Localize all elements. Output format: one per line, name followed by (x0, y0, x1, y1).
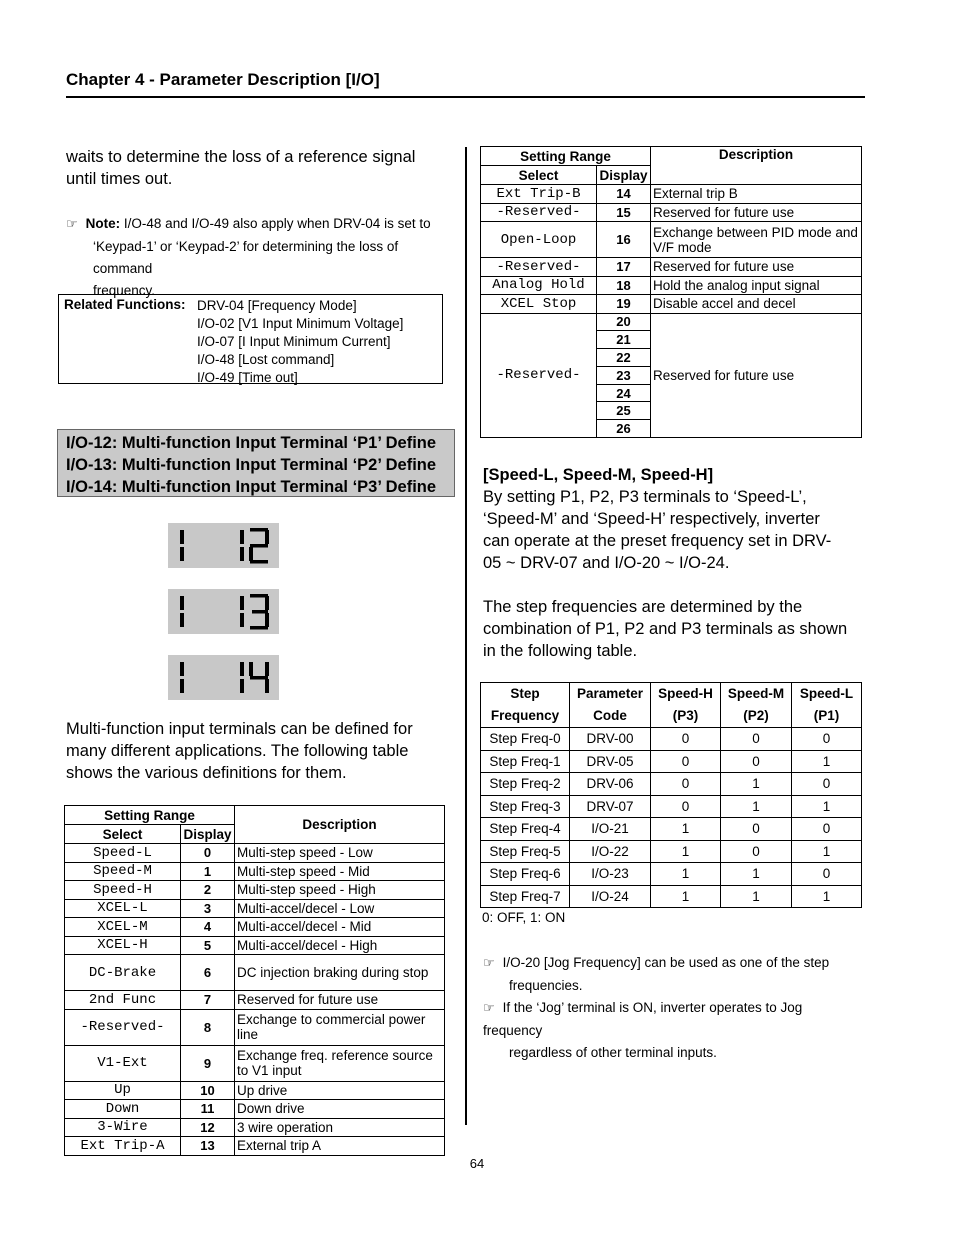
display-cell: 25 (597, 402, 651, 420)
table-cell: 0 (721, 728, 792, 751)
table-cell: Step Freq-4 (481, 818, 570, 841)
select-cell: Open-Loop (481, 222, 597, 258)
related-functions-list (197, 297, 403, 387)
table-cell: 0 (792, 863, 862, 886)
description-cell: Exchange to commercial power line (235, 1009, 445, 1045)
table-row (481, 773, 862, 796)
section-title: I/O-12: Multi-function Input Terminal ‘P1’ Define (66, 434, 437, 452)
column-divider (465, 147, 467, 1125)
select-cell: XCEL Stop (481, 295, 597, 314)
table-cell: 1 (792, 750, 862, 773)
related-function-item: I/O-07 [I Input Minimum Current] (197, 334, 391, 349)
paragraph-line: ‘Speed-M’ and ‘Speed-H’ respectively, inverter (483, 510, 820, 528)
table-row (481, 203, 862, 222)
table-cell: 0 (721, 818, 792, 841)
table-row (65, 936, 445, 955)
description-cell: External trip A (235, 1137, 445, 1156)
pointing-hand-icon: ☞ (483, 1001, 495, 1016)
table-cell: 1 (651, 885, 721, 908)
select-cell: -Reserved- (481, 313, 597, 438)
description-cell: Multi-accel/decel - Mid (235, 918, 445, 937)
description-cell: Multi-step speed - Mid (235, 862, 445, 881)
table-cell: 0 (651, 795, 721, 818)
table-cell: 0 (651, 728, 721, 751)
paragraph-line: many different applications. The following table (66, 742, 409, 760)
table-cell: 0 (792, 728, 862, 751)
table-cell: DRV-00 (570, 728, 651, 751)
table-cell: 1 (721, 885, 792, 908)
table-row (481, 185, 862, 204)
description-cell: Hold the analog input signal (651, 276, 862, 295)
paragraph-line: The step frequencies are determined by the (483, 598, 803, 616)
table-row (65, 1045, 445, 1081)
note-text: I/O-48 and I/O-49 also apply when DRV-04 is set to (123, 216, 431, 231)
table-row (481, 222, 862, 258)
paragraph-line: in the following table. (483, 642, 638, 660)
table-cell: Step Freq-2 (481, 773, 570, 796)
table-cell: Step Freq-5 (481, 840, 570, 863)
speed-section (483, 464, 863, 662)
paragraph-line: Multi-function input terminals can be defined for (66, 720, 413, 738)
intro-paragraph (66, 146, 415, 190)
speed-heading: [Speed-L, Speed-M, Speed-H] (483, 466, 714, 484)
select-cell: -Reserved- (481, 203, 597, 222)
select-cell: Speed-M (65, 862, 181, 881)
table-row (65, 1009, 445, 1045)
table-row (65, 1118, 445, 1137)
display-cell: 12 (181, 1118, 235, 1137)
select-header: Select (65, 825, 181, 844)
select-cell: Speed-H (65, 881, 181, 900)
table-cell: I/O-22 (570, 840, 651, 863)
display-cell: 9 (181, 1045, 235, 1081)
pointing-hand-icon: ☞ (66, 217, 78, 232)
display-cell: 2 (181, 881, 235, 900)
table-cell: 0 (651, 750, 721, 773)
table-row (481, 313, 862, 331)
table-cell: 1 (721, 863, 792, 886)
description-cell: Multi-accel/decel - Low (235, 899, 445, 918)
table-row (65, 1100, 445, 1119)
select-cell: XCEL-L (65, 899, 181, 918)
table-row (65, 899, 445, 918)
related-function-item: DRV-04 [Frequency Mode] (197, 298, 357, 313)
table-row (481, 295, 862, 314)
description-header: Description (651, 147, 862, 185)
table-row (481, 885, 862, 908)
description-cell: Multi-accel/decel - High (235, 936, 445, 955)
description-cell: DC injection braking during stop (235, 955, 445, 991)
table-row (65, 955, 445, 991)
select-cell: XCEL-M (65, 918, 181, 937)
table-cell: 0 (651, 773, 721, 796)
header-rule (66, 96, 865, 98)
table-cell: 0 (721, 750, 792, 773)
table-row (481, 863, 862, 886)
parameter-header: Parameter Code (570, 683, 651, 728)
display-cell: 1 (181, 862, 235, 881)
section-title-box (57, 429, 455, 497)
select-cell: Ext Trip-A (65, 1137, 181, 1156)
display-cell: 13 (181, 1137, 235, 1156)
display-cell: 26 (597, 420, 651, 438)
table-cell: 0 (792, 818, 862, 841)
lcd-display-io14 (168, 655, 279, 700)
seven-segment-icon (168, 655, 279, 700)
related-function-item: I/O-02 [V1 Input Minimum Voltage] (197, 316, 404, 331)
select-cell: Analog Hold (481, 276, 597, 295)
table-cell: 1 (792, 795, 862, 818)
display-cell: 19 (597, 295, 651, 314)
speed-l-header: Speed-L (P1) (792, 683, 862, 728)
table-row (481, 728, 862, 751)
description-cell: External trip B (651, 185, 862, 204)
table-row (65, 991, 445, 1010)
display-cell: 20 (597, 313, 651, 331)
table-cell: 1 (651, 818, 721, 841)
select-cell: Up (65, 1081, 181, 1100)
table-cell: 1 (651, 840, 721, 863)
display-cell: 3 (181, 899, 235, 918)
chapter-title: Chapter 4 - Parameter Description [I/O] (66, 70, 380, 89)
select-cell: Down (65, 1100, 181, 1119)
setting-range-header: Setting Range (65, 806, 235, 825)
select-cell: -Reserved- (65, 1009, 181, 1045)
intro-line: until times out. (66, 170, 173, 188)
lcd-display-io13 (168, 589, 279, 634)
paragraph-line: 05 ~ DRV-07 and I/O-20 ~ I/O-24. (483, 554, 730, 572)
table-row (65, 862, 445, 881)
section-title: I/O-14: Multi-function Input Terminal ‘P3’ Define (66, 478, 437, 496)
display-cell: 7 (181, 991, 235, 1010)
table-cell: 1 (721, 773, 792, 796)
display-header: Display (181, 825, 235, 844)
table-row (481, 258, 862, 277)
seven-segment-icon (168, 523, 279, 568)
table-cell: 0 (721, 840, 792, 863)
select-cell: V1-Ext (65, 1045, 181, 1081)
table-row (65, 1137, 445, 1156)
seven-segment-icon (168, 589, 279, 634)
step-table-body (481, 728, 862, 908)
note-text: If the ‘Jog’ terminal is ON, inverter operates to Jog frequency (483, 1000, 803, 1038)
description-cell: Multi-step speed - High (235, 881, 445, 900)
display-cell: 11 (181, 1100, 235, 1119)
speed-h-header: Speed-H (P3) (651, 683, 721, 728)
table-cell: 1 (792, 885, 862, 908)
table-cell: Step Freq-1 (481, 750, 570, 773)
description-cell: 3 wire operation (235, 1118, 445, 1137)
note-text: regardless of other terminal inputs. (509, 1045, 717, 1060)
paragraph-line: can operate at the preset frequency set in DRV- (483, 532, 832, 550)
table-cell: 1 (792, 840, 862, 863)
table-cell: 1 (651, 863, 721, 886)
display-cell: 23 (597, 366, 651, 384)
paragraph-line: combination of P1, P2 and P3 terminals as shown (483, 620, 848, 638)
speed-m-header: Speed-M (P2) (721, 683, 792, 728)
related-function-item: I/O-48 [Lost command] (197, 352, 335, 367)
related-function-item: I/O-49 [Time out] (197, 370, 298, 385)
table-row (481, 840, 862, 863)
page-number: 64 (469, 1156, 485, 1171)
display-cell: 17 (597, 258, 651, 277)
select-cell: Speed-L (65, 844, 181, 863)
lcd-display-io12 (168, 523, 279, 568)
display-cell: 16 (597, 222, 651, 258)
display-cell: 14 (597, 185, 651, 204)
display-cell: 24 (597, 384, 651, 402)
select-cell: XCEL-H (65, 936, 181, 955)
step-notes (483, 952, 863, 1064)
display-header: Display (597, 166, 651, 185)
terminal-table-body (481, 185, 862, 438)
note-text: ‘Keypad-1’ or ‘Keypad-2’ for determining the loss of command (93, 239, 399, 276)
table-cell: Step Freq-6 (481, 863, 570, 886)
display-cell: 21 (597, 331, 651, 349)
step-frequency-table (480, 682, 862, 908)
section-title: I/O-13: Multi-function Input Terminal ‘P2’ Define (66, 456, 437, 474)
display-cell: 0 (181, 844, 235, 863)
description-cell: Exchange freq. reference source to V1 input (235, 1045, 445, 1081)
description-cell: Multi-step speed - Low (235, 844, 445, 863)
table-cell: I/O-23 (570, 863, 651, 886)
intro-line: waits to determine the loss of a reference signal (66, 148, 416, 166)
select-cell: DC-Brake (65, 955, 181, 991)
display-cell: 6 (181, 955, 235, 991)
related-functions-box (58, 294, 443, 384)
display-cell: 18 (597, 276, 651, 295)
display-cell: 4 (181, 918, 235, 937)
step-header: Step Frequency (481, 683, 570, 728)
table-row (65, 881, 445, 900)
select-cell: 3-Wire (65, 1118, 181, 1137)
table-cell: Step Freq-7 (481, 885, 570, 908)
description-header: Description (235, 806, 445, 844)
table-cell: DRV-06 (570, 773, 651, 796)
table-row (481, 276, 862, 295)
terminal-table-body (65, 844, 445, 1156)
table-cell: DRV-07 (570, 795, 651, 818)
display-cell: 5 (181, 936, 235, 955)
select-cell: Ext Trip-B (481, 185, 597, 204)
note-label: Note: (85, 216, 121, 231)
select-cell: 2nd Func (65, 991, 181, 1010)
related-functions-label: Related Functions: (64, 297, 186, 312)
description-cell: Reserved for future use (235, 991, 445, 1010)
select-cell: -Reserved- (481, 258, 597, 277)
select-header: Select (481, 166, 597, 185)
paragraph-line: shows the various definitions for them. (66, 764, 347, 782)
display-cell: 8 (181, 1009, 235, 1045)
terminal-definition-table-continued (480, 146, 862, 438)
description-cell: Disable accel and decel (651, 295, 862, 314)
display-cell: 22 (597, 349, 651, 367)
description-cell: Reserved for future use (651, 258, 862, 277)
display-cell: 10 (181, 1081, 235, 1100)
pointing-hand-icon: ☞ (483, 956, 495, 971)
paragraph-line: By setting P1, P2, P3 terminals to ‘Speed-L’, (483, 488, 807, 506)
table-row (65, 918, 445, 937)
terminal-description-paragraph (66, 718, 413, 784)
note-text: frequency. (93, 283, 156, 298)
note-block (66, 213, 456, 302)
terminal-definition-table (64, 805, 445, 1156)
legend-text: 0: OFF, 1: ON (482, 910, 566, 925)
note-text: I/O-20 [Jog Frequency] can be used as one of the step (502, 955, 830, 970)
table-cell: I/O-21 (570, 818, 651, 841)
table-cell: I/O-24 (570, 885, 651, 908)
table-row (65, 1081, 445, 1100)
table-row (481, 750, 862, 773)
table-row (481, 795, 862, 818)
display-cell: 15 (597, 203, 651, 222)
description-cell: Exchange between PID mode and V/F mode (651, 222, 862, 258)
table-cell: 0 (792, 773, 862, 796)
table-cell: Step Freq-3 (481, 795, 570, 818)
table-cell: 1 (721, 795, 792, 818)
setting-range-header: Setting Range (481, 147, 651, 166)
note-text: frequencies. (509, 978, 583, 993)
description-cell: Reserved for future use (651, 203, 862, 222)
table-row (65, 844, 445, 863)
table-cell: Step Freq-0 (481, 728, 570, 751)
table-cell: DRV-05 (570, 750, 651, 773)
description-cell: Down drive (235, 1100, 445, 1119)
table-row (481, 818, 862, 841)
description-cell: Up drive (235, 1081, 445, 1100)
description-cell: Reserved for future use (651, 313, 862, 438)
